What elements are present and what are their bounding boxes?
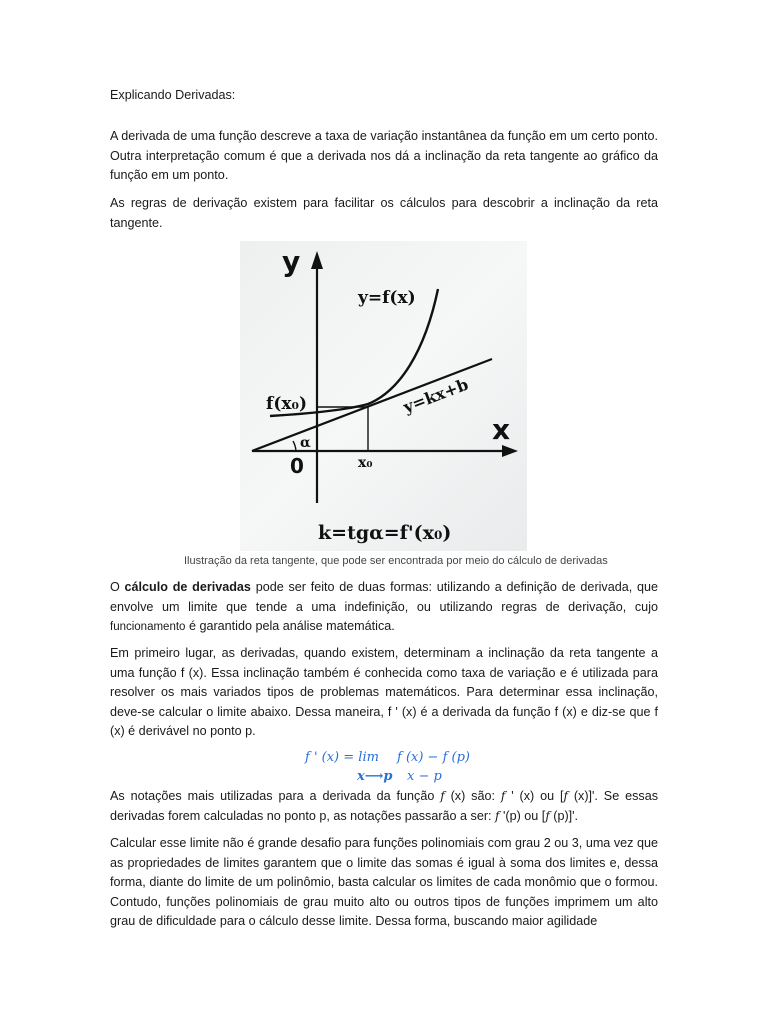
formula-limit-sub: x⟶p (357, 769, 393, 784)
x0-label: x₀ (358, 455, 373, 471)
document-heading: Explicando Derivadas: (110, 88, 236, 102)
formula-denominator: x − p (407, 769, 442, 784)
derivative-limit-formula (305, 748, 505, 786)
figure-caption: Ilustração da reta tangente, que pode ser encontrada por meio do cálculo de derivadas (184, 555, 608, 567)
paragraph-calculation-methods (110, 578, 658, 638)
angle-arc (293, 441, 296, 451)
fx0-label: f(x₀) (266, 394, 307, 414)
p3-lead: O (110, 580, 125, 594)
y-axis-label: y (282, 245, 301, 278)
p3-rest: pode ser feito de duas formas: utilizando a definição de derivada, que envolve um limite que tende a uma indefinição, ou utilizando regras de derivação, cujo (110, 580, 659, 614)
paragraph-notations: As notações mais utilizadas para a derivada da função f (x) são: f ' (x) ou [f (x)]'. Se essas derivadas forem calculadas no ponto p, as notações passarão a ser: f '(p) ou [f (p)]'. (110, 789, 658, 823)
x-axis-label: x (492, 413, 511, 446)
p3-bold-term: cálculo de derivadas (124, 580, 251, 594)
p3-tail: é garantido pela análise matemática. (185, 619, 395, 633)
paragraph-definition: A derivada de uma função descreve a taxa de variação instantânea da função em um certo ponto. Outra interpretação comum é que a derivada nos dá a inclinação da reta tangente ao gráfico da função em um ponto. (110, 129, 658, 182)
paragraph-polynomials: Calcular esse limite não é grande desafio para funções polinomiais com grau 2 ou 3, uma vez que as propriedades de limites garantem que o limite das somas é igual à soma dos limites e, dessa forma, diante do limite de um polinômio, basta calcular os limites de cada monômio que o formou. Contudo, funções polinomiais de grau muito alto ou outros tipos de funções imprimem um alto grau de dificuldade para o cálculo desse limite. Dessa forma, buscando maior agilidade (110, 836, 658, 928)
curve-label: y=f(x) (358, 288, 416, 308)
y-axis-arrow (311, 251, 323, 269)
tangent-label: y=kx+b (400, 374, 471, 417)
tangent-line-graph (240, 241, 527, 551)
tangent-line-figure (240, 241, 527, 551)
paragraph-inclination: Em primeiro lugar, as derivadas, quando existem, determinam a inclinação da reta tangente a uma função f (x). Essa inclinação também é conhecida como taxa de variação e é utilizada para resolver os mais variados tipos de problemas matemáticos. Para determinar essa inclinação, deve-se calcular o limite abaixo. Dessa maneira, f ' (x) é a derivada da função f (x) e diz-se que f (x) é derivável no ponto p. (110, 646, 658, 738)
p3-small-word: funcionamento (110, 621, 186, 633)
paragraph-rules: As regras de derivação existem para facilitar os cálculos para descobrir a inclinação da reta tangente. (110, 196, 658, 230)
origin-label: 0 (290, 454, 304, 478)
formula-lhs: f ' (x) = lim (305, 750, 379, 765)
slope-formula: k=tgα=f'(x₀) (318, 522, 452, 544)
x-axis-arrow (502, 445, 518, 457)
formula-numerator: f (x) − f (p) (397, 750, 470, 765)
alpha-label: α (300, 435, 311, 451)
